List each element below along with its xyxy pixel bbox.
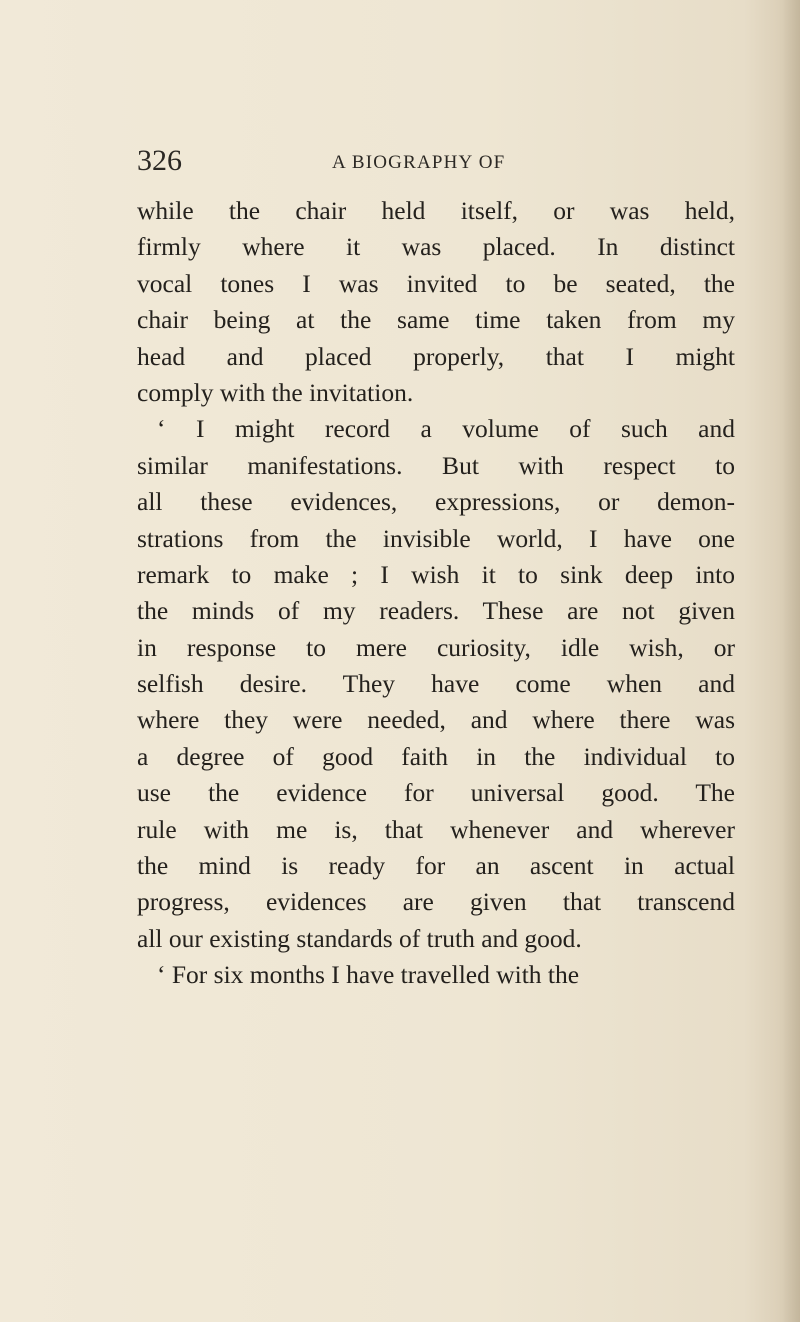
text-line: a degree of good faith in the individual to: [137, 741, 735, 771]
text-line: all our existing standards of truth and good.: [137, 923, 582, 953]
text-line: head and placed properly, that I might: [137, 341, 735, 371]
text-line: selfish desire. They have come when and: [137, 669, 735, 699]
text-line: all these evidences, expressions, or demon-: [137, 487, 735, 517]
text-line: where they were needed, and where there was: [137, 705, 735, 735]
page-number: 326: [137, 144, 182, 177]
text-line: rule with me is, that whenever and wherever: [137, 814, 735, 844]
text-line: remark to make ; I wish it to sink deep into: [137, 559, 735, 589]
text-line: while the chair held itself, or was held,: [137, 196, 735, 225]
text-line: similar manifestations. But with respect to: [137, 450, 735, 480]
text-line: the minds of my readers. These are not given: [137, 596, 735, 626]
text-line: in response to mere curiosity, idle wish, or: [137, 632, 735, 662]
text-line: ‘ For six months I have travelled with the: [157, 960, 580, 990]
text-line: firmly where it was placed. In distinct: [137, 232, 735, 262]
text-line: the mind is ready for an ascent in actual: [137, 851, 735, 881]
text-line: strations from the invisible world, I have one: [137, 523, 735, 553]
text-line: ‘ I might record a volume of such and: [157, 414, 735, 444]
text-line: progress, evidences are given that transcend: [137, 887, 735, 917]
running-header: [137, 141, 697, 181]
body-text: [137, 193, 735, 994]
text-line: use the evidence for universal good. The: [137, 778, 735, 808]
text-line: vocal tones I was invited to be seated, the: [137, 268, 735, 298]
page-edge-shadow: [782, 0, 800, 1322]
running-title: A BIOGRAPHY OF: [332, 152, 506, 173]
text-line: chair being at the same time taken from my: [137, 305, 735, 335]
text-line: comply with the invitation.: [137, 377, 414, 407]
